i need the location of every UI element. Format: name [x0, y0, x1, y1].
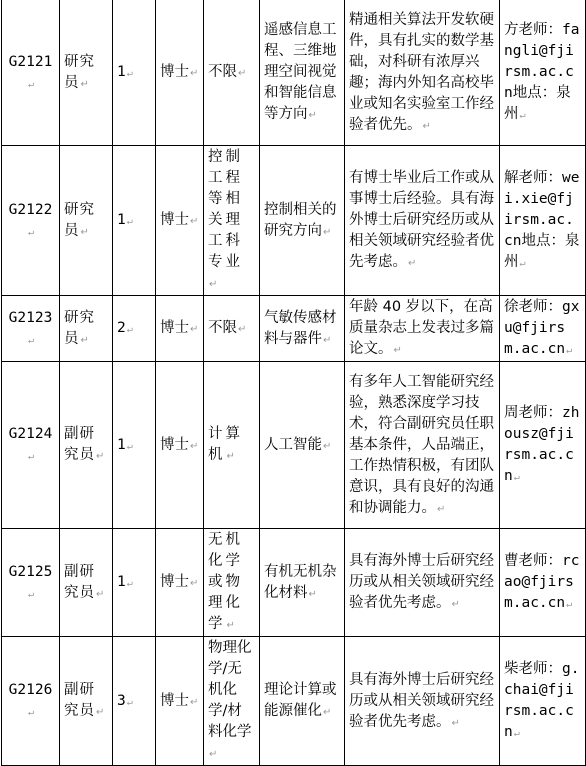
job-code: G2126↵ [2, 637, 60, 766]
degree: 博士↵ [156, 637, 204, 766]
paragraph-mark-icon: ↵ [190, 216, 199, 227]
table-row [2, 296, 586, 362]
job-title: 研究员↵ [60, 296, 113, 362]
requirements: 年龄 40 岁以下，在高质量杂志上发表过多篇论文。↵ [345, 296, 500, 362]
paragraph-mark-icon: ↵ [27, 226, 35, 238]
paragraph-mark-icon: ↵ [27, 334, 35, 346]
contact: 柴老师：g.chai@fjirsm.ac.cn↵ [500, 637, 586, 766]
contact: 曹老师：rcao@fjirsm.ac.cn↵ [500, 529, 586, 637]
paragraph-mark-icon: ↵ [451, 599, 460, 610]
research-direction: 气敏传感材料与器件↵ [260, 296, 345, 362]
paragraph-mark-icon: ↵ [126, 578, 133, 589]
paragraph-mark-icon: ↵ [126, 696, 133, 708]
requirements: 有多年人工智能研究经验，熟悉深度学习技术，符合副研究员任职基本条件，人品端正，工作热情积极，有团队意识，具有良好的沟通和协调能力。↵ [345, 362, 500, 529]
table-row [2, 0, 586, 146]
headcount: 2↵ [113, 296, 156, 362]
paragraph-mark-icon: ↵ [80, 226, 90, 238]
paragraph-mark-icon: ↵ [323, 226, 332, 238]
paragraph-mark-icon: ↵ [27, 78, 35, 90]
degree: 博士↵ [156, 146, 204, 296]
paragraph-mark-icon: ↵ [393, 345, 402, 356]
requirements: 具有海外博士后研究经历或从相关领域研究经验者优先考虑。↵ [345, 529, 500, 637]
job-code: G2124↵ [2, 362, 60, 529]
paragraph-mark-icon: ↵ [190, 68, 199, 79]
requirements: 有博士毕业后工作或从事博士后经验。具有海外博士后研究经历或从相关领域研究经验者优先考虑。↵ [345, 146, 500, 296]
major: 计算机↵ [204, 362, 260, 529]
paragraph-mark-icon: ↵ [126, 324, 133, 335]
degree: 博士↵ [156, 529, 204, 637]
paragraph-mark-icon: ↵ [96, 451, 106, 462]
contact: 解老师：wei.xie@fjirsm.ac.cn地点：泉州↵ [500, 146, 586, 296]
paragraph-mark-icon: ↵ [190, 696, 199, 708]
paragraph-mark-icon: ↵ [27, 451, 35, 462]
research-direction: 理论计算或能源催化↵ [260, 637, 345, 766]
research-direction: 有机无机杂化材料↵ [260, 529, 345, 637]
paragraph-mark-icon: ↵ [190, 578, 199, 589]
job-title: 副研究员↵ [60, 529, 113, 637]
major: 不限↵ [204, 296, 260, 362]
job-title: 副研究员↵ [60, 362, 113, 529]
paragraph-mark-icon: ↵ [96, 707, 106, 718]
contact: 徐老师：gxu@fjirsm.ac.cn↵ [500, 296, 586, 362]
paragraph-mark-icon: ↵ [323, 334, 332, 346]
paragraph-mark-icon: ↵ [238, 324, 247, 335]
paragraph-mark-icon: ↵ [80, 78, 90, 90]
paragraph-mark-icon: ↵ [27, 707, 35, 718]
paragraph-mark-icon: ↵ [519, 110, 526, 121]
headcount: 1↵ [113, 0, 156, 146]
table-row [2, 529, 586, 637]
paragraph-mark-icon: ↵ [308, 588, 317, 600]
job-title: 研究员↵ [60, 146, 113, 296]
headcount: 1↵ [113, 146, 156, 296]
research-direction: 遥感信息工程、三维地理空间视觉和智能信息等方向↵ [260, 0, 345, 146]
degree: 博士↵ [156, 296, 204, 362]
paragraph-mark-icon: ↵ [323, 440, 332, 452]
paragraph-mark-icon: ↵ [209, 279, 221, 290]
table-row [2, 637, 586, 766]
research-direction: 控制相关的研究方向↵ [260, 146, 345, 296]
major: 物理化学/无机化学/材料化学↵ [204, 637, 260, 766]
headcount: 1↵ [113, 362, 156, 529]
paragraph-mark-icon: ↵ [238, 68, 247, 79]
paragraph-mark-icon: ↵ [190, 324, 199, 335]
research-direction: 人工智能↵ [260, 362, 345, 529]
paragraph-mark-icon: ↵ [96, 588, 106, 600]
paragraph-mark-icon: ↵ [513, 472, 520, 483]
job-title: 副研究员↵ [60, 637, 113, 766]
paragraph-mark-icon: ↵ [308, 110, 317, 121]
paragraph-mark-icon: ↵ [323, 707, 332, 718]
paragraph-mark-icon: ↵ [566, 345, 573, 356]
table-row [2, 146, 586, 296]
major: 无机化学或物理化学↵ [204, 529, 260, 637]
major: 控制工程等相关理工科专业↵ [204, 146, 260, 296]
job-code: G2125↵ [2, 529, 60, 637]
paragraph-mark-icon: ↵ [437, 503, 446, 515]
paragraph-mark-icon: ↵ [422, 120, 431, 132]
paragraph-mark-icon: ↵ [209, 749, 218, 760]
paragraph-mark-icon: ↵ [226, 620, 238, 631]
recruitment-table [1, 0, 586, 766]
major: 不限↵ [204, 0, 260, 146]
paragraph-mark-icon: ↵ [226, 451, 238, 462]
headcount: 3↵ [113, 637, 156, 766]
paragraph-mark-icon: ↵ [513, 728, 520, 739]
requirements: 精通相关算法开发软硬件，具有扎实的数学基础，对科研有浓厚兴趣；海内外知名高校毕业或知名实验室工作经验者优先。↵ [345, 0, 500, 146]
job-code: G2121↵ [2, 0, 60, 146]
contact: 周老师：zhousz@fjirsm.ac.cn↵ [500, 362, 586, 529]
paragraph-mark-icon: ↵ [566, 599, 573, 610]
degree: 博士↵ [156, 0, 204, 146]
job-title: 研究员↵ [60, 0, 113, 146]
headcount: 1↵ [113, 529, 156, 637]
paragraph-mark-icon: ↵ [80, 334, 90, 346]
paragraph-mark-icon: ↵ [451, 717, 460, 729]
paragraph-mark-icon: ↵ [27, 588, 35, 600]
paragraph-mark-icon: ↵ [126, 68, 133, 79]
degree: 博士↵ [156, 362, 204, 529]
table-row [2, 362, 586, 529]
paragraph-mark-icon: ↵ [408, 258, 417, 269]
paragraph-mark-icon: ↵ [519, 258, 526, 269]
paragraph-mark-icon: ↵ [190, 440, 199, 452]
paragraph-mark-icon: ↵ [126, 216, 133, 227]
paragraph-mark-icon: ↵ [126, 440, 133, 452]
requirements: 具有海外博士后研究经历或从相关领域研究经验者优先考虑。↵ [345, 637, 500, 766]
job-code: G2123↵ [2, 296, 60, 362]
job-code: G2122↵ [2, 146, 60, 296]
table-body [2, 0, 586, 766]
contact: 方老师：fangli@fjirsm.ac.cn地点：泉州↵ [500, 0, 586, 146]
